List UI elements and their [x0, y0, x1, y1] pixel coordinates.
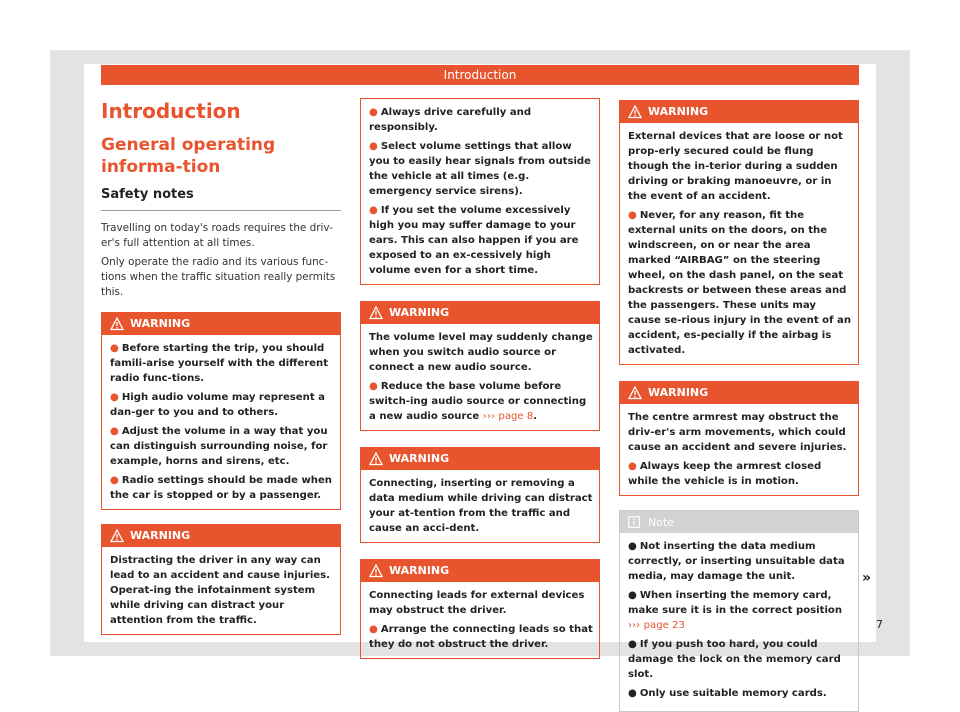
- warning-item: ● Before starting the trip, you should famili-arise yourself with the different radio func-tions.: [110, 343, 329, 384]
- bullet-icon: ●: [369, 381, 378, 392]
- warning-header: [102, 525, 340, 547]
- bullet-icon: ●: [628, 590, 637, 601]
- safety-heading-wrap: [101, 186, 341, 211]
- warning-header: [361, 448, 599, 470]
- warning-box: [101, 312, 341, 510]
- page-link-arrows: ›››: [482, 411, 495, 422]
- bullet-icon: ●: [628, 461, 637, 472]
- warning-body: [361, 99, 599, 284]
- warning-item: ● Always drive carefully and responsibly.: [369, 107, 532, 133]
- warning-box: [360, 301, 600, 431]
- warning-item: ● Select volume settings that allow you to easily hear signals from outside the vehicle at all times (e.g. emergency service sirens).: [369, 141, 591, 197]
- warning-item: ● Reduce the base volume before switch-ing audio source or connecting a new audio source ››› page 8.: [369, 381, 587, 422]
- bullet-icon: ●: [110, 475, 119, 486]
- column-3: [619, 98, 859, 712]
- bullet-icon: ●: [110, 426, 119, 437]
- warning-text: The centre armrest may obstruct the driv-er's arm movements, which could cause an accident and severe injuries.: [628, 412, 847, 453]
- note-body: [620, 533, 858, 711]
- column-1: [101, 98, 341, 635]
- warning-text: Connecting leads for external devices may obstruct the driver.: [369, 590, 585, 616]
- page-link[interactable]: page 8: [498, 411, 534, 422]
- warning-box: [360, 447, 600, 543]
- section-title: Introduction: [101, 99, 241, 123]
- bullet-icon: ●: [628, 688, 637, 699]
- warning-text: External devices that are loose or not prop-erly secured could be flung though the in-terior during a sudden driving or braking manoeuvre, or in the event of an accident.: [628, 131, 843, 202]
- warning-text: The volume level may suddenly change when you switch audio source or connect a new audio source.: [369, 332, 593, 373]
- bullet-icon: ●: [110, 392, 119, 403]
- warning-label: WARNING: [130, 317, 191, 330]
- body-paragraph: Travelling on today's roads requires the driv-er's full attention at all times.: [101, 222, 333, 249]
- page-link-arrows: ›››: [628, 620, 641, 631]
- bullet-icon: ●: [369, 624, 378, 635]
- warning-box: [101, 524, 341, 635]
- warning-header: [102, 313, 340, 335]
- bullet-icon: ●: [369, 205, 378, 216]
- note-label: Note: [648, 515, 675, 529]
- warning-label: WARNING: [389, 306, 450, 319]
- warning-item: ● If you set the volume excessively high you may suffer damage to your ears. This can also happen if you are exposed to an ex-cessively high volume even for a short time.: [369, 205, 579, 276]
- warning-label: WARNING: [389, 564, 450, 577]
- warning-item: ● High audio volume may represent a dan-ger to you and to others.: [110, 392, 325, 418]
- running-header: Introduction: [101, 65, 859, 85]
- note-item: ● Only use suitable memory cards.: [628, 688, 827, 699]
- warning-label: WARNING: [648, 386, 709, 399]
- warning-body: [102, 547, 340, 634]
- bullet-icon: ●: [369, 107, 378, 118]
- warning-triangle-icon: [369, 306, 383, 320]
- warning-label: WARNING: [389, 452, 450, 465]
- note-box: [619, 510, 859, 712]
- bullet-icon: ●: [110, 343, 119, 354]
- page-number: 7: [876, 618, 883, 631]
- warning-box: [619, 381, 859, 496]
- warning-text: Connecting, inserting or removing a data medium while driving can distract your at-tention from the traffic and cause an acci-dent.: [369, 478, 593, 534]
- note-header: [620, 511, 858, 533]
- warning-body: [620, 404, 858, 495]
- body-paragraph: Only operate the radio and its various func-tions when the traffic situation really permits this.: [101, 256, 336, 298]
- warning-triangle-icon: [110, 529, 124, 543]
- warning-item: ● Radio settings should be made when the car is stopped or by a passenger.: [110, 475, 332, 501]
- warning-item: ● Never, for any reason, fit the external units on the doors, on the windscreen, on or near the area marked “AIRBAG” on the steering wheel, on the dash panel, on the seat backrests or between these areas and the passengers. These units may cause se-rious injury in the event of an accident, es-pecially if the airbag is activated.: [628, 210, 851, 356]
- warning-text: Distracting the driver in any way can lead to an accident and cause injuries. Operat-ing the infotainment system while driving can distract your attention from the traffic.: [110, 555, 330, 626]
- warning-body: [620, 123, 858, 364]
- column-2: [360, 98, 600, 659]
- warning-triangle-icon: [628, 105, 642, 119]
- warning-body: [361, 582, 599, 658]
- warning-label: WARNING: [648, 105, 709, 118]
- bullet-icon: ●: [628, 639, 637, 650]
- warning-body: [102, 335, 340, 509]
- warning-item: ● Adjust the volume in a way that you can distinguish surrounding noise, for example, horns and sirens, etc.: [110, 426, 328, 467]
- warning-header: [361, 560, 599, 582]
- warning-triangle-icon: [628, 386, 642, 400]
- bullet-icon: ●: [369, 141, 378, 152]
- warning-label: WARNING: [130, 529, 191, 542]
- note-item: ● Not inserting the data medium correctly, or inserting unsuitable data media, may damage the unit.: [628, 541, 845, 582]
- safety-notes-heading: Safety notes: [101, 187, 194, 202]
- warning-triangle-icon: [369, 452, 383, 466]
- warning-item: ● Always keep the armrest closed while the vehicle is in motion.: [628, 461, 822, 487]
- subsection-title: General operating informa-tion: [101, 135, 276, 177]
- continued-marker: »: [862, 570, 872, 586]
- warning-triangle-icon: [369, 564, 383, 578]
- warning-triangle-icon: [110, 317, 124, 331]
- page-link[interactable]: page 23: [643, 620, 685, 631]
- warning-header: [620, 382, 858, 404]
- bullet-icon: ●: [628, 541, 637, 552]
- warning-box: [360, 559, 600, 659]
- bullet-icon: ●: [628, 210, 637, 221]
- warning-continuation-box: [360, 98, 600, 285]
- note-item: ● When inserting the memory card, make sure it is in the correct position ››› page 23: [628, 590, 843, 631]
- info-icon: [628, 516, 640, 528]
- warning-body: [361, 470, 599, 542]
- note-item: ● If you push too hard, you could damage the lock on the memory card slot.: [628, 639, 841, 680]
- warning-header: [620, 101, 858, 123]
- warning-header: [361, 302, 599, 324]
- warning-item: ● Arrange the connecting leads so that they do not obstruct the driver.: [369, 624, 593, 650]
- warning-body: [361, 324, 599, 430]
- warning-box: [619, 100, 859, 365]
